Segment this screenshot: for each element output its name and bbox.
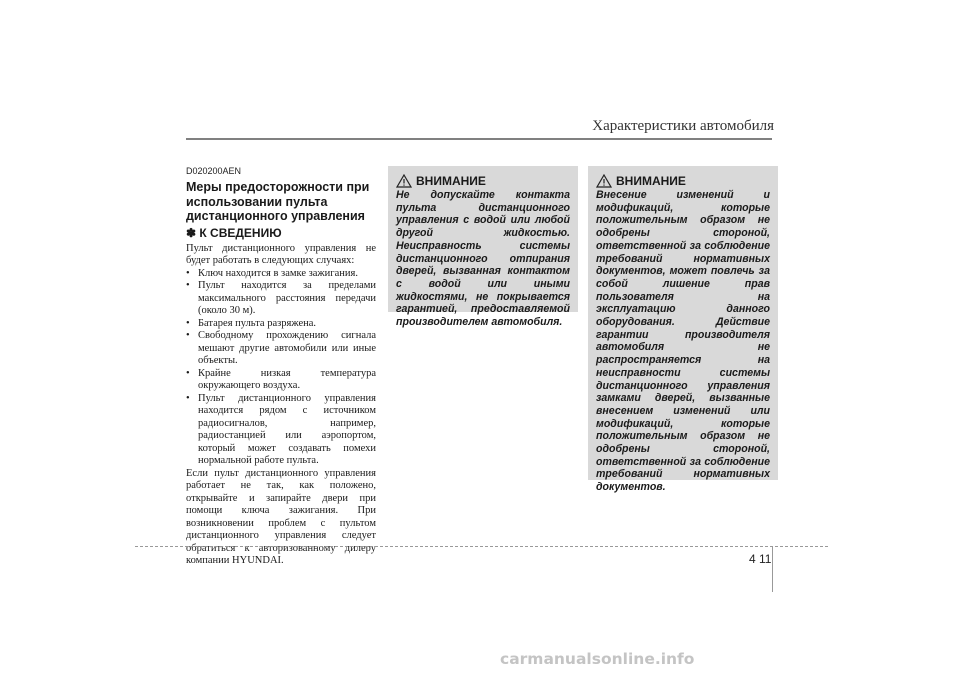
footer-divider [135, 546, 828, 547]
warning-text: Внесение изменений и модификаций, которые положительным образом не одобрены стороной, ответственной за соблюдение требований нормативных документов, может повлечь за собой лишение прав пользователя на эксплуатацию данного оборудования. Действие гарантии производителя автомобиля не распространяется на неисправности системы дистанционного управления замками дверей, вызванные внесением изменений или модификаций, которые положительным образом не одобрены стороной, ответственной за соблюдение требований нормативных документов. [596, 189, 770, 494]
left-column [186, 166, 376, 568]
section-heading: Меры предосторожности при использовании пульта дистанционного управления [186, 180, 370, 223]
list-item: • Ключ находится в замке зажигания. [186, 268, 376, 281]
list-item: • Крайне низкая температура окружающего воздуха. [186, 368, 376, 393]
closing-text: Если пульт дистанционного управления работает не так, как положено, открывайте и запирайте двери при помощи ключа зажигания. При возникновении проблем с пультом дистанционного управления следует обратиться к авторизованному дилеру компании HYUNDAI. [186, 467, 376, 566]
section-code: D020200AEN [186, 166, 242, 176]
header-divider [186, 138, 772, 140]
section-title: Характеристики автомобиля [592, 118, 774, 134]
list-item: • Пульт находится за пределами максимального расстояния передачи (около 30 м). [186, 280, 376, 318]
list-item: • Свободному прохождению сигнала мешают другие автомобили или иные объекты. [186, 330, 376, 368]
warning-title: ВНИМАНИЕ [416, 174, 486, 188]
warning-triangle-icon [596, 174, 612, 188]
warning-box-water [388, 166, 578, 329]
page-number: 4 11 [749, 552, 772, 566]
warning-box-modifications [588, 166, 778, 494]
watermark-link[interactable]: carmanualsonline.info [500, 650, 695, 668]
warning-text: Не допускайте контакта пульта дистанционного управления с водой или любой другой жидкостью. Неисправность системы дистанционного отпирания дверей, вызванная контактом с водой или иными жидкостями, не покрывается гарантией, предоставляемой производителем автомобиля. [396, 189, 570, 329]
list-item: • Пульт дистанционного управления находится рядом с источником радиосигналов, например, радиостанцией или аэропортом, который может создавать помехи нормальной работе пульта. [186, 393, 376, 468]
conditions-list [186, 268, 376, 468]
warning-title: ВНИМАНИЕ [616, 174, 686, 188]
note-heading: ✽ К СВЕДЕНИЮ [186, 225, 282, 240]
footer-vertical-line [772, 546, 773, 592]
intro-text: Пульт дистанционного управления не будет работать в следующих случаях: [186, 242, 376, 266]
list-item: • Батарея пульта разряжена. [186, 318, 376, 331]
warning-triangle-icon [396, 174, 412, 188]
